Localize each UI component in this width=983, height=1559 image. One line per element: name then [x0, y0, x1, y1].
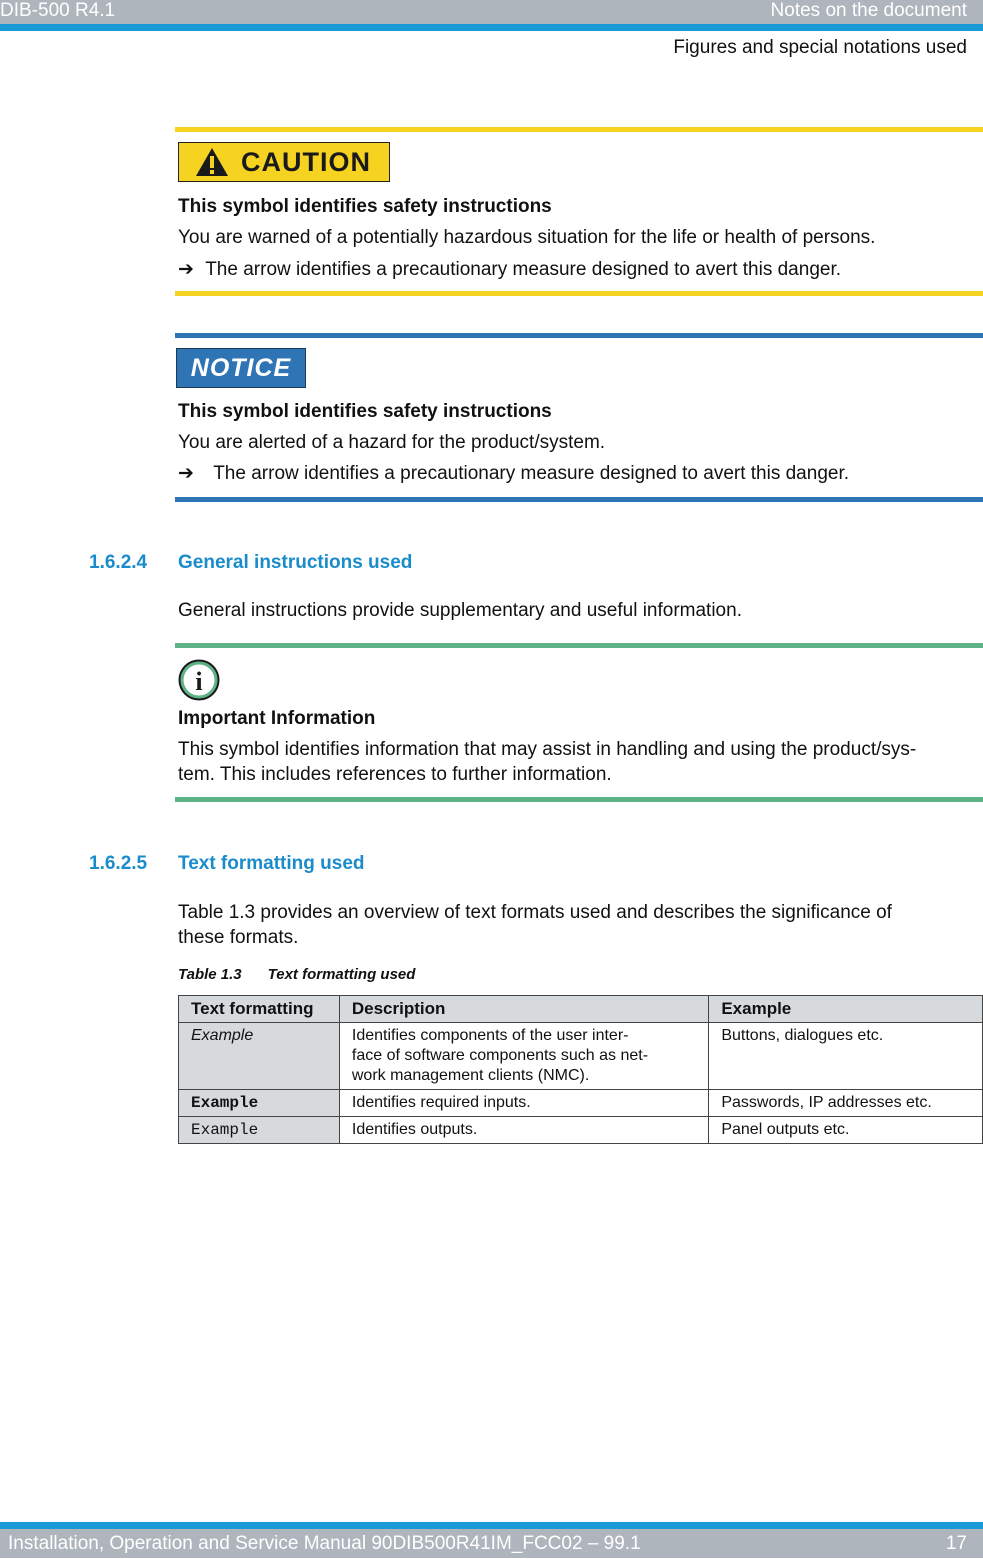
- info-bottom-rule: [175, 797, 983, 802]
- header-document-name: DIB-500 R4.1: [0, 0, 116, 21]
- arrow-icon: ➔: [178, 259, 194, 280]
- table-cell-format: Example: [179, 1090, 340, 1117]
- notice-text: You are alerted of a hazard for the product/system.: [178, 432, 606, 453]
- table-row: [179, 1117, 983, 1144]
- section-number: 1.6.2.4: [89, 552, 148, 573]
- section-title: Text formatting used: [178, 853, 365, 874]
- table-header-cell: Example: [709, 996, 983, 1023]
- footer-manual-title: Installation, Operation and Service Manual 90DIB500R41IM_FCC02 – 99.1: [8, 1533, 641, 1554]
- section-intro: General instructions provide supplementary and useful information.: [178, 600, 742, 621]
- section-title: General instructions used: [178, 552, 413, 573]
- table-header-cell: Text formatting: [179, 996, 340, 1023]
- text-formatting-table: [178, 995, 983, 1144]
- caution-label: [178, 142, 390, 182]
- table-header-cell: Description: [339, 996, 708, 1023]
- footer-page-number: 17: [945, 1533, 967, 1554]
- info-icon-letter: i: [195, 667, 203, 696]
- caution-text: You are warned of a potentially hazardous situation for the life or health of persons.: [178, 227, 876, 248]
- info-icon: [178, 659, 220, 701]
- section-intro-line-2: these formats.: [178, 927, 299, 948]
- caution-bottom-rule: [175, 291, 983, 296]
- caution-label-text: CAUTION: [241, 146, 371, 177]
- table-header-row: [179, 996, 983, 1023]
- table-cell-description: [339, 1023, 708, 1090]
- header-section-title: Figures and special notations used: [673, 37, 967, 58]
- table-caption-number: Table 1.3: [178, 966, 242, 983]
- footer-accent-line: [0, 1522, 983, 1529]
- description-line: Identifies components of the user inter-: [351, 1027, 629, 1044]
- info-line-2: tem. This includes references to further information.: [178, 764, 612, 785]
- description-line: face of software components such as net-: [351, 1047, 649, 1064]
- header-accent-line: [0, 24, 983, 31]
- table-cell-format: Example: [179, 1117, 340, 1144]
- arrow-icon: ➔: [178, 463, 194, 484]
- section-intro-line-1: Table 1.3 provides an overview of text formats used and describes the significance of: [178, 902, 892, 923]
- table-cell-example: Panel outputs etc.: [709, 1117, 983, 1144]
- warning-triangle-icon: [195, 147, 229, 177]
- notice-title: This symbol identifies safety instructions: [178, 401, 552, 422]
- section-number: 1.6.2.5: [89, 853, 148, 874]
- table-cell-example: Buttons, dialogues etc.: [709, 1023, 983, 1090]
- table-cell-example: Passwords, IP addresses etc.: [709, 1090, 983, 1117]
- description-line: work management clients (NMC).: [351, 1067, 590, 1084]
- caution-measure: [178, 258, 841, 281]
- caution-top-rule: [175, 127, 983, 132]
- header-chapter-title: Notes on the document: [770, 0, 967, 21]
- info-top-rule: [175, 643, 983, 648]
- notice-top-rule: [175, 333, 983, 338]
- table-caption-title: Text formatting used: [267, 966, 416, 983]
- notice-label: NOTICE: [176, 348, 306, 388]
- table-cell-description: Identifies outputs.: [339, 1117, 708, 1144]
- info-line-1: This symbol identifies information that may assist in handling and using the product/sys-: [178, 739, 917, 760]
- notice-measure: [178, 462, 849, 485]
- table-cell-format: Example: [179, 1023, 340, 1090]
- caution-measure-text: The arrow identifies a precautionary measure designed to avert this danger.: [205, 259, 842, 280]
- caution-title: This symbol identifies safety instructions: [178, 196, 552, 217]
- table-row: [179, 1023, 983, 1090]
- info-title: Important Information: [178, 708, 376, 729]
- notice-bottom-rule: [175, 497, 983, 502]
- table-cell-description: Identifies required inputs.: [339, 1090, 708, 1117]
- table-row: [179, 1090, 983, 1117]
- table-caption: [178, 966, 415, 983]
- notice-measure-text: The arrow identifies a precautionary measure designed to avert this danger.: [213, 463, 850, 484]
